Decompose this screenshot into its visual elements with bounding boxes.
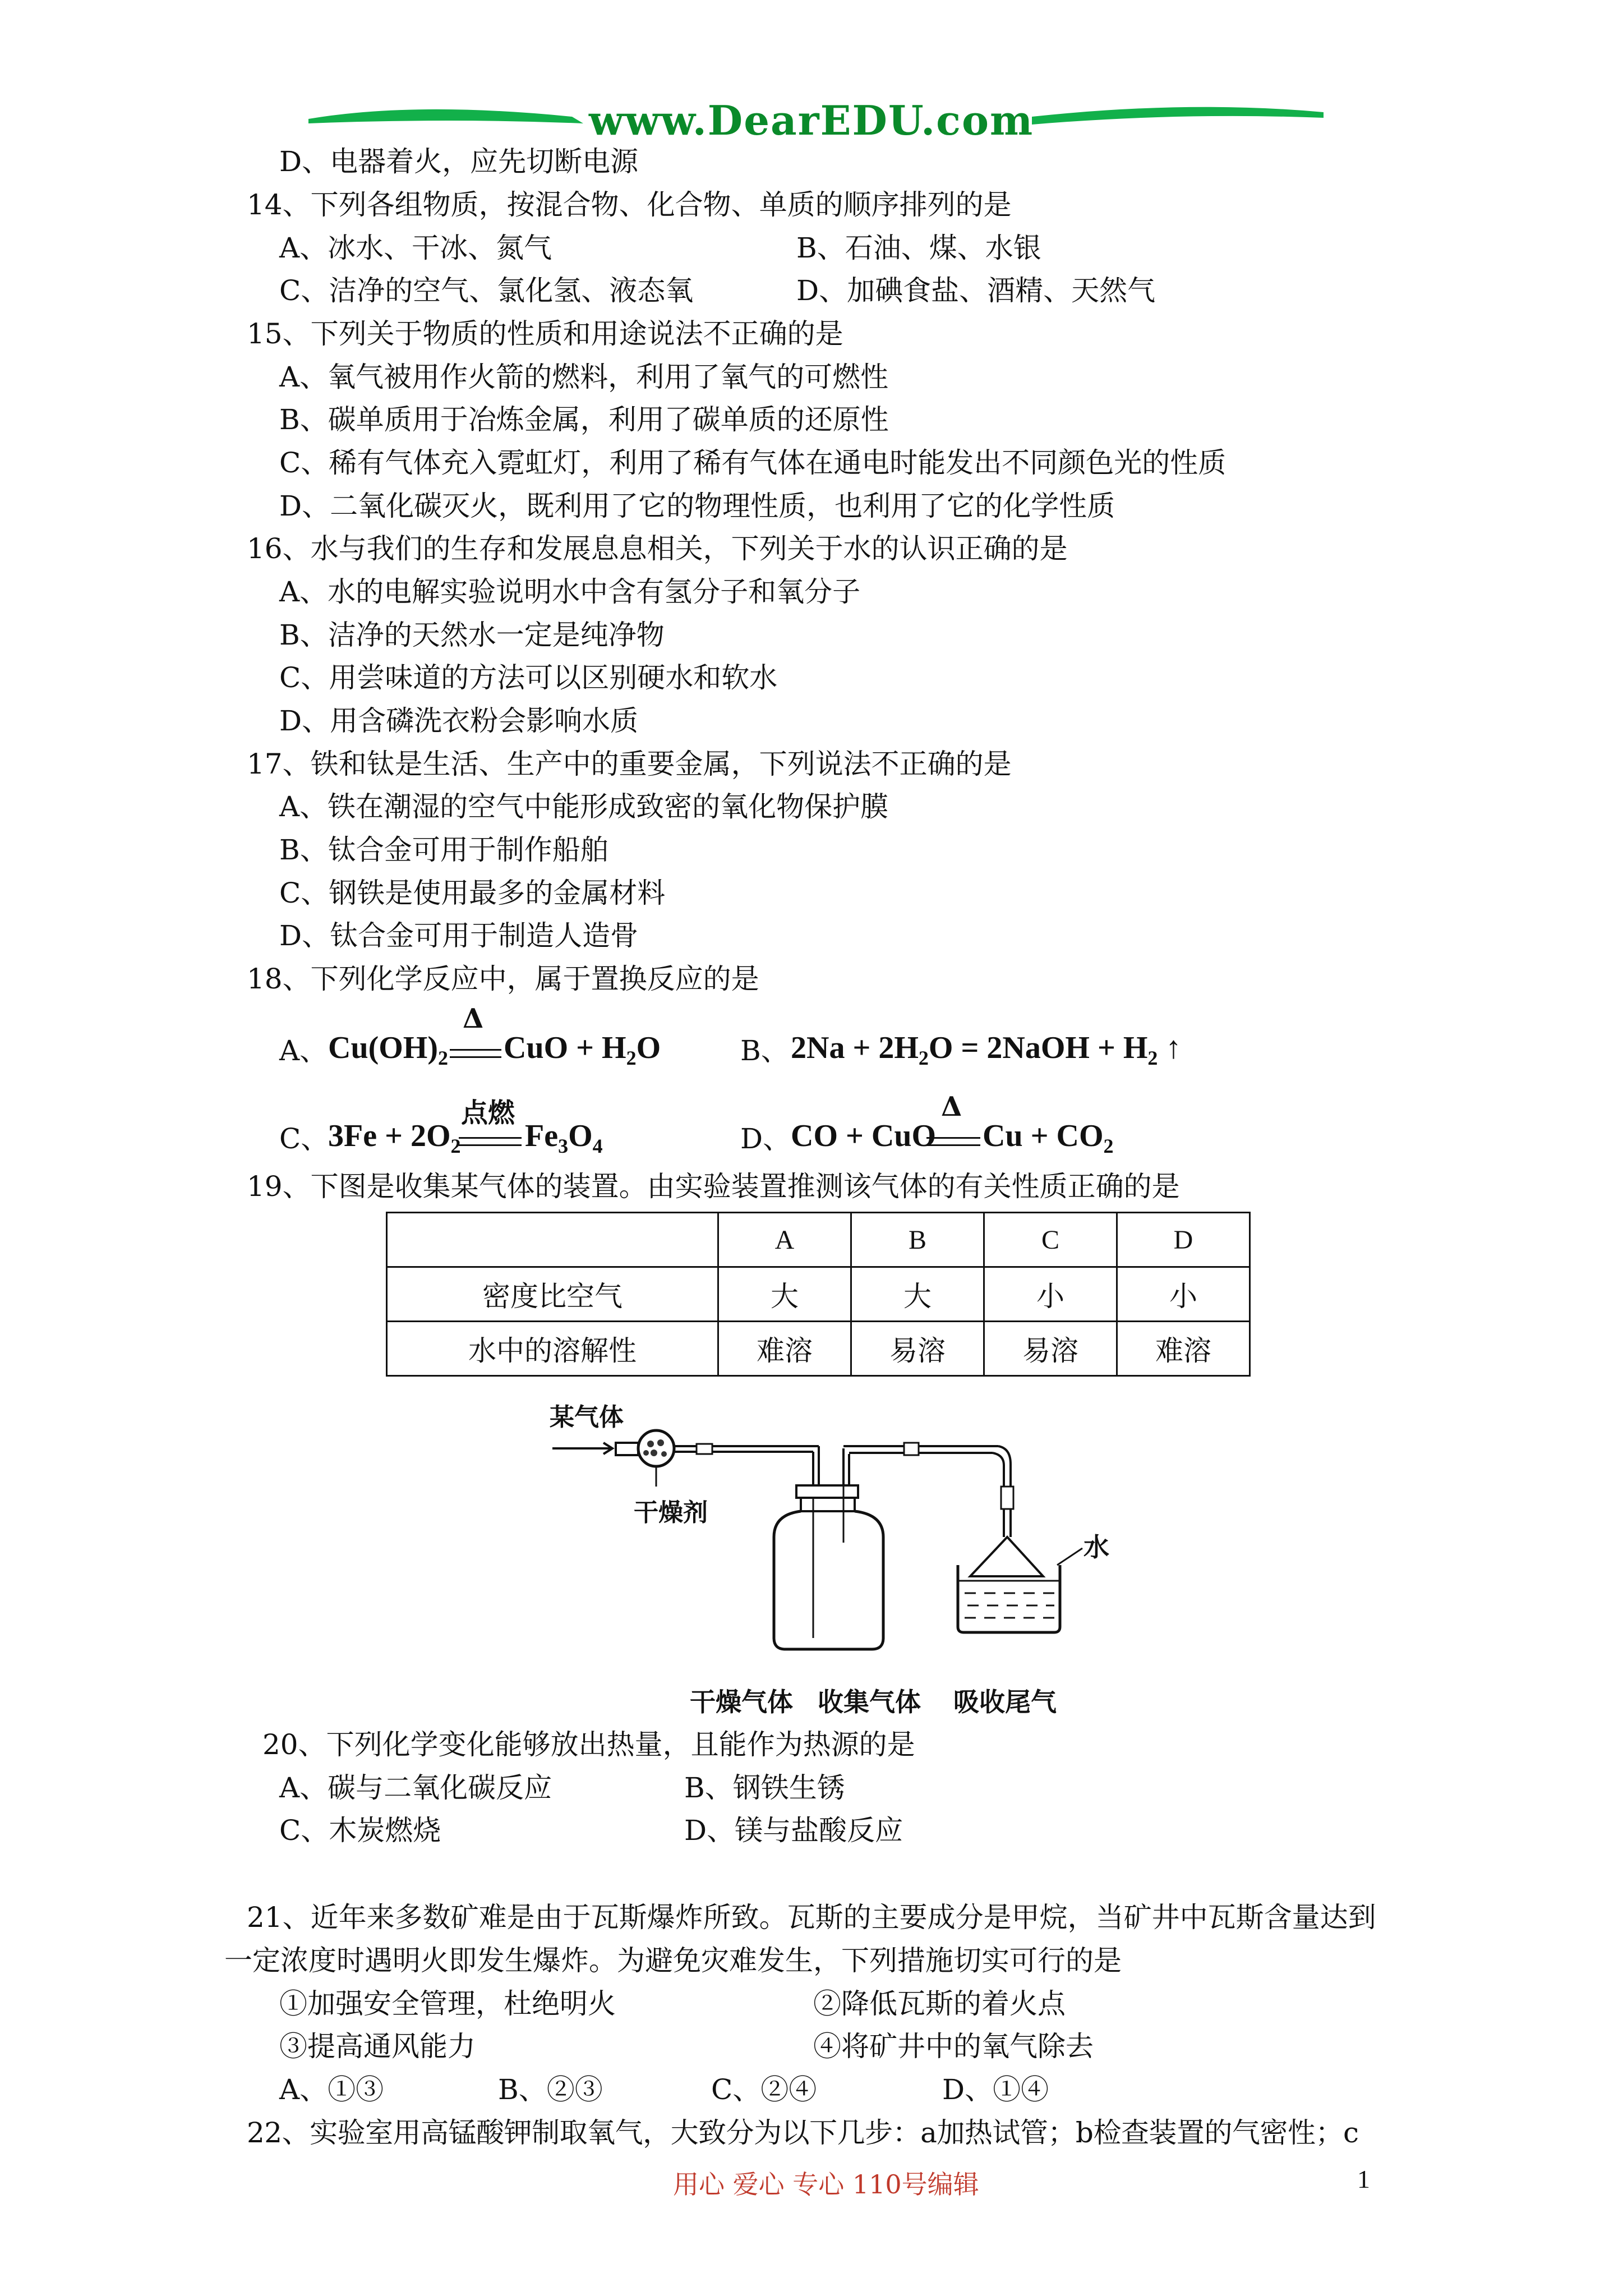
table-cell: 小 <box>1117 1267 1250 1322</box>
inverted-funnel <box>970 1537 1043 1576</box>
q14-option-a: A、冰水、干冰、氮气 <box>279 232 552 264</box>
q15-option-a: A、氧气被用作火箭的燃料，利用了氧气的可燃性 <box>279 361 889 393</box>
q19-stem: 19、下图是收集某气体的装置。由实验装置推测该气体的有关性质正确的是 <box>247 1170 1180 1203</box>
q21-option-c: C、②④ <box>711 2073 817 2106</box>
apparatus-caption-absorb: 吸收尾气 <box>953 1687 1057 1717</box>
drying-bulb <box>638 1430 674 1466</box>
q18-c-sub3: 4 <box>592 1135 603 1157</box>
q16-option-d: D、用含磷洗衣粉会影响水质 <box>279 705 639 737</box>
table-header-cell: D <box>1117 1213 1250 1267</box>
q17-stem: 17、铁和钛是生活、生产中的重要金属，下列说法不正确的是 <box>247 748 1012 780</box>
q18-d-reactant: CO + CuO <box>791 1119 937 1153</box>
q18-a-label: A、 <box>279 1034 328 1067</box>
q18-c-sub1: 2 <box>450 1135 461 1157</box>
table-cell: 大 <box>851 1267 984 1322</box>
q17-option-a: A、铁在潮湿的空气中能形成致密的氧化物保护膜 <box>279 790 889 823</box>
page-number: 1 <box>1357 2165 1370 2193</box>
table-cell: 难溶 <box>718 1322 851 1376</box>
q20-option-b: B、钢铁生锈 <box>684 1772 845 1804</box>
q18-c-right1: Fe <box>525 1119 559 1153</box>
table-cell: 大 <box>718 1267 851 1322</box>
bottle-stopper <box>796 1485 858 1498</box>
q17-option-c: C、钢铁是使用最多的金属材料 <box>279 877 666 909</box>
table-row <box>387 1267 1250 1322</box>
q18-c-reactant <box>328 1118 461 1158</box>
q19-table <box>386 1212 1251 1377</box>
q18-c-product <box>525 1118 603 1158</box>
q18-b-sub2: 2 <box>1147 1047 1158 1069</box>
q13-option-d: D、电器着火，应先切断电源 <box>279 145 639 178</box>
table-cell: 小 <box>984 1267 1117 1322</box>
q18-a-left: Cu(OH) <box>328 1030 438 1065</box>
table-cell: 易溶 <box>851 1322 984 1376</box>
q16-option-c: C、用尝味道的方法可以区别硬水和软水 <box>279 661 778 694</box>
q15-option-d: D、二氧化碳灭火，既利用了它的物理性质，也利用了它的化学性质 <box>279 490 1115 522</box>
q18-c-equals <box>459 1137 522 1146</box>
table-header-cell <box>387 1213 718 1267</box>
q18-d-product <box>983 1118 1114 1158</box>
q18-a-right-sub: 2 <box>626 1047 637 1069</box>
q21-measure-3: ③提高通风能力 <box>279 2030 476 2063</box>
table-cell: 水中的溶解性 <box>387 1322 718 1376</box>
table-header-cell: C <box>984 1213 1117 1267</box>
q21-option-b: B、②③ <box>498 2073 603 2106</box>
q18-b-sub1: 2 <box>918 1047 929 1069</box>
q18-d-sub: 2 <box>1103 1135 1114 1157</box>
q16-option-a: A、水的电解实验说明水中含有氢分子和氧分子 <box>279 576 861 608</box>
collection-bottle <box>774 1511 883 1649</box>
q18-a-product <box>504 1030 661 1070</box>
table-header-cell: B <box>851 1213 984 1267</box>
q18-stem: 18、下列化学反应中，属于置换反应的是 <box>247 963 759 995</box>
q18-d-label: D、 <box>740 1122 791 1155</box>
q18-c-condition: 点燃 <box>461 1097 515 1129</box>
q22-stem: 22、实验室用高锰酸钾制取氧气，大致分为以下几步：a加热试管；b检查装置的气密性；c <box>247 2116 1359 2149</box>
q21-option-d: D、①④ <box>942 2073 1049 2106</box>
q18-a-sub: 2 <box>438 1047 448 1069</box>
q17-option-b: B、钛合金可用于制作船舶 <box>279 834 608 866</box>
q18-d-equals <box>926 1137 980 1146</box>
q14-option-c: C、洁净的空气、氯化氢、液态氧 <box>279 274 694 307</box>
desiccant-label: 干燥剂 <box>634 1498 708 1527</box>
q14-option-b: B、石油、煤、水银 <box>796 232 1041 264</box>
table-cell: 密度比空气 <box>387 1267 718 1322</box>
q20-option-d: D、镁与盐酸反应 <box>684 1814 903 1847</box>
q21-stem-line2: 一定浓度时遇明火即发生爆炸。为避免灾难发生，下列措施切实可行的是 <box>224 1944 1122 1977</box>
q18-c-left: 3Fe + 2O <box>328 1119 451 1153</box>
table-cell: 难溶 <box>1117 1322 1250 1376</box>
q16-option-b: B、洁净的天然水一定是纯净物 <box>279 619 665 651</box>
q15-option-b: B、碳单质用于冶炼金属，利用了碳单质的还原性 <box>279 403 889 436</box>
site-logo-text: www.DearEDU.com <box>589 96 1034 144</box>
q20-option-c: C、木炭燃烧 <box>279 1814 441 1847</box>
q21-measure-1: ①加强安全管理，杜绝明火 <box>279 1987 616 2020</box>
table-cell: 易溶 <box>984 1322 1117 1376</box>
q18-a-equals <box>450 1049 501 1058</box>
q18-b-label: B、 <box>740 1034 789 1067</box>
q15-option-c: C、稀有气体充入霓虹灯，利用了稀有气体在通电时能发出不同颜色光的性质 <box>279 447 1227 479</box>
q18-a-reactant <box>328 1030 448 1070</box>
table-header-cell: A <box>718 1213 851 1267</box>
q18-d-condition: Δ <box>941 1091 962 1122</box>
q18-a-right1: CuO + H <box>504 1030 626 1065</box>
q16-stem: 16、水与我们的生存和发展息息相关，下列关于水的认识正确的是 <box>247 532 1068 565</box>
apparatus-caption-collect: 收集气体 <box>818 1687 921 1717</box>
gas-collection-apparatus <box>550 1402 1110 1672</box>
gas-label: 某气体 <box>550 1403 624 1432</box>
table-row <box>387 1322 1250 1376</box>
q21-option-a: A、①③ <box>279 2073 384 2106</box>
q18-d-right1: Cu + CO <box>983 1119 1104 1153</box>
drying-tube-inlet <box>616 1443 638 1455</box>
apparatus-drawing <box>550 1402 1110 1672</box>
q18-a-right2: O <box>636 1030 661 1065</box>
q18-c-label: C、 <box>279 1122 329 1155</box>
q18-b-text2: O = 2NaOH + H <box>928 1030 1148 1065</box>
table-header-row <box>387 1213 1250 1267</box>
q20-stem: 20、下列化学变化能够放出热量，且能作为热源的是 <box>262 1728 915 1761</box>
q21-measure-2: ②降低瓦斯的着火点 <box>813 1987 1066 2020</box>
q14-stem: 14、下列各组物质，按混合物、化合物、单质的顺序排列的是 <box>247 188 1012 221</box>
q20-option-a: A、碳与二氧化碳反应 <box>279 1772 552 1804</box>
water-label: 水 <box>1083 1532 1109 1562</box>
q18-b-arrow: ↑ <box>1165 1030 1182 1065</box>
q18-c-sub2: 3 <box>558 1135 569 1157</box>
footer-credit: 用心 爱心 专心 110号编辑 <box>673 2169 979 2200</box>
q14-option-d: D、加碘食盐、酒精、天然气 <box>796 274 1156 307</box>
q15-stem: 15、下列关于物质的性质和用途说法不正确的是 <box>247 318 843 350</box>
q18-b-text1: 2Na + 2H <box>791 1030 919 1065</box>
q18-b-equation <box>791 1030 1181 1070</box>
q17-option-d: D、钛合金可用于制造人造骨 <box>279 919 639 952</box>
q21-stem-line1: 21、近年来多数矿难是由于瓦斯爆炸所致。瓦斯的主要成分是甲烷，当矿井中瓦斯含量达到 <box>247 1901 1376 1934</box>
q18-c-right2: O <box>568 1119 593 1153</box>
q18-a-condition: Δ <box>463 1003 484 1034</box>
q21-measure-4: ④将矿井中的氧气除去 <box>813 2030 1094 2063</box>
apparatus-caption-dry: 干燥气体 <box>690 1687 793 1717</box>
